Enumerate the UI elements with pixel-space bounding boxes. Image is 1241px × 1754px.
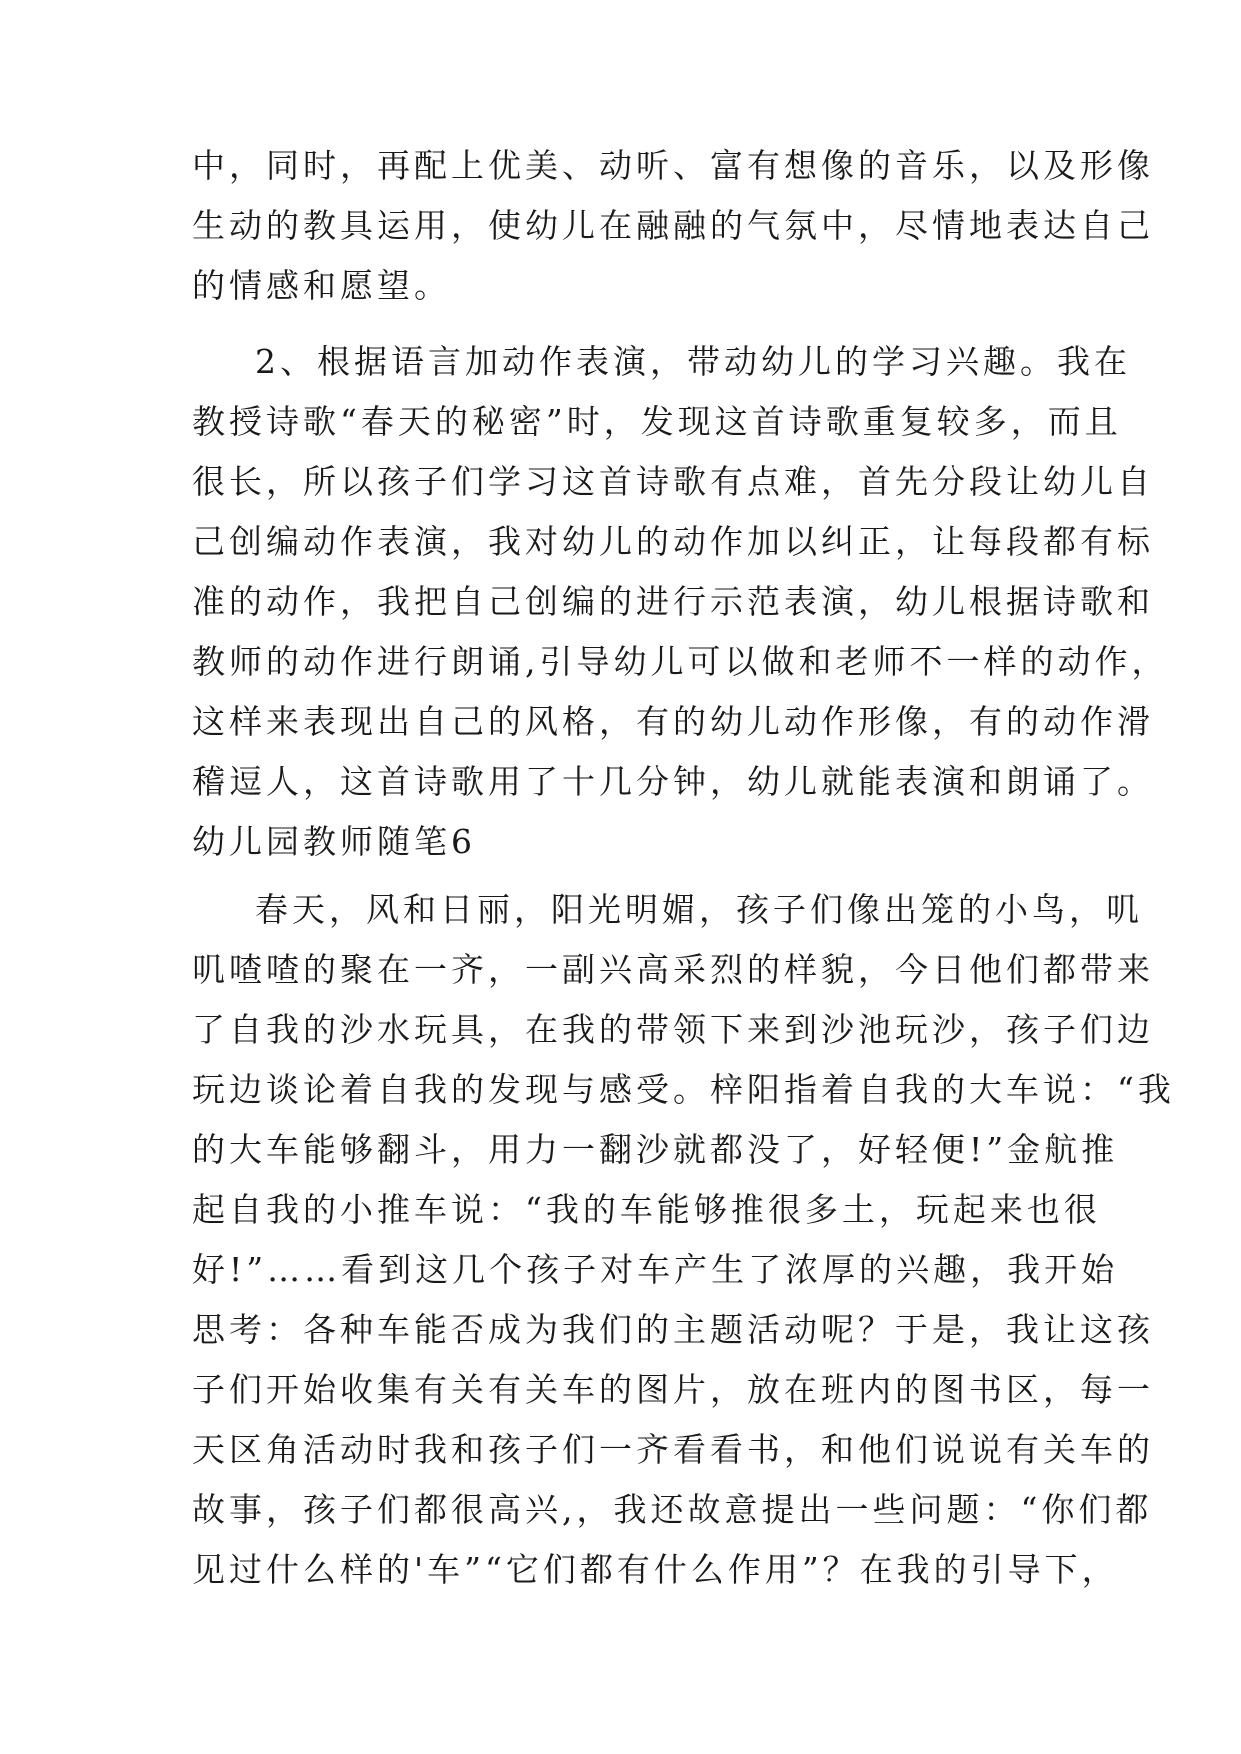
text-line: 教授诗歌“春天的秘密”时，发现这首诗歌重复较多，而且 <box>192 402 1122 441</box>
text-line: 天区角活动时我和孩子们一齐看看书，和他们说说有关车的 <box>192 1430 1154 1469</box>
text-line: 叽喳喳的聚在一齐，一副兴高采烈的样貌，今日他们都带来 <box>192 950 1154 989</box>
text-line: 这样来表现出自己的风格，有的幼儿动作形像，有的动作滑 <box>192 702 1154 741</box>
text-line: 教师的动作进行朗诵,引导幼儿可以做和老师不一样的动作， <box>192 642 1169 681</box>
text-line: 思考：各种车能否成为我们的主题活动呢？于是，我让这孩 <box>192 1310 1154 1349</box>
text-line: 准的动作，我把自己创编的进行示范表演，幼儿根据诗歌和 <box>192 582 1154 621</box>
text-line: 的情感和愿望。 <box>192 266 451 305</box>
section-heading: 幼儿园教师随笔6 <box>192 822 476 861</box>
text-line: 好!”……看到这几个孩子对车产生了浓厚的兴趣，我开始 <box>192 1250 1119 1289</box>
text-line: 故事，孩子们都很高兴,，我还故意提出一些问题：“你们都 <box>192 1490 1153 1529</box>
text-line: 2、根据语言加动作表演，带动幼儿的学习兴趣。我在 <box>255 342 1131 381</box>
text-line: 己创编动作表演，我对幼儿的动作加以纠正，让每段都有标 <box>192 522 1154 561</box>
text-line: 的大车能够翻斗，用力一翻沙就都没了，好轻便!”金航推 <box>192 1130 1119 1169</box>
text-line: 很长，所以孩子们学习这首诗歌有点难，首先分段让幼儿自 <box>192 462 1154 501</box>
text-line: 玩边谈论着自我的发现与感受。梓阳指着自我的大车说：“我 <box>192 1070 1175 1109</box>
text-line: 春天，风和日丽，阳光明媚，孩子们像出笼的小鸟，叽 <box>255 890 1143 929</box>
text-line: 起自我的小推车说：“我的车能够推很多土，玩起来也很 <box>192 1190 1101 1229</box>
text-line: 子们开始收集有关有关车的图片，放在班内的图书区，每一 <box>192 1370 1154 1409</box>
text-line: 中，同时，再配上优美、动听、富有想像的音乐，以及形像 <box>192 146 1154 185</box>
text-line: 了自我的沙水玩具，在我的带领下来到沙池玩沙，孩子们边 <box>192 1010 1154 1049</box>
text-line: 稽逗人，这首诗歌用了十几分钟，幼儿就能表演和朗诵了。 <box>192 762 1154 801</box>
text-line: 见过什么样的'车”“它们都有什么作用”？在我的引导下， <box>192 1550 1119 1589</box>
text-line: 生动的教具运用，使幼儿在融融的气氛中，尽情地表达自己 <box>192 206 1154 245</box>
